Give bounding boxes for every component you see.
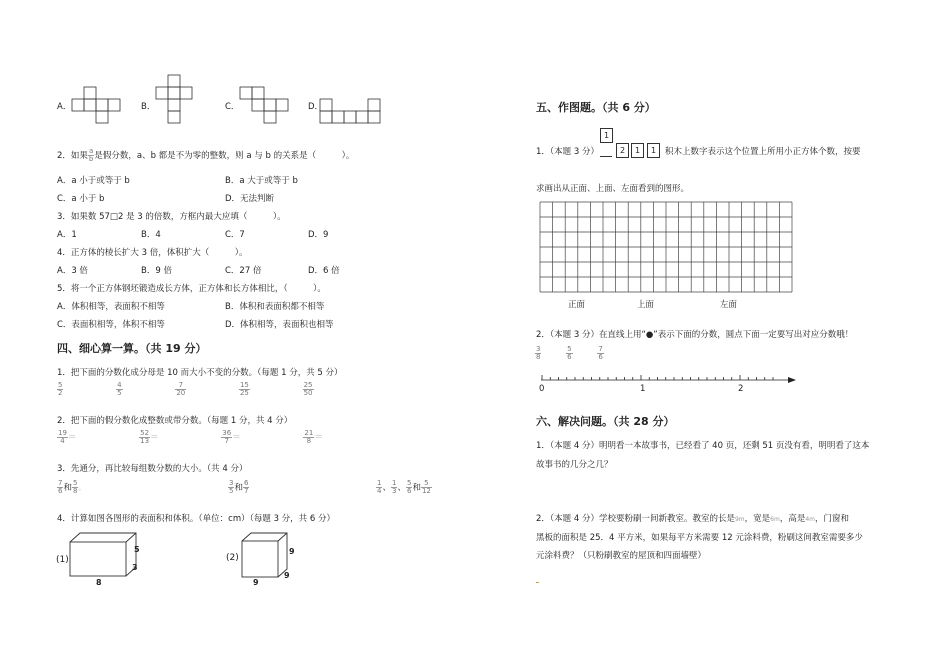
- q1-net-c: [236, 86, 296, 126]
- s5-q2-text: 2．（本题 3 分）在直线上用“●”表示下面的分数，圆点下面一定要写出对应分数哦！: [536, 330, 854, 340]
- q3-option-a[interactable]: A．1: [57, 230, 77, 240]
- view-label-front: 正面: [568, 300, 586, 310]
- number-line-arrow: [788, 377, 796, 383]
- s4-q3-group-2: $\frac{3}{5}$ 和 $\frac{6}{7}$: [229, 479, 249, 495]
- view-label-left: 左面: [720, 300, 738, 310]
- s5-q1-pre: 1．（本题 3 分）: [536, 147, 599, 157]
- tick-label-1: 1: [640, 384, 646, 394]
- s4q1-frac-2: $\frac{4}{5}$: [117, 381, 122, 397]
- q1-option-d-label: D．: [308, 102, 324, 112]
- q2-option-c[interactable]: C．a 小于 b: [57, 194, 105, 204]
- q3-option-d[interactable]: D．9: [308, 230, 329, 240]
- s6-q2-line3: 元涂料费？（只粉刷教室的屋顶和四面墙壁）: [536, 551, 707, 561]
- s4-q3-group-3: $\frac{1}{4}$ 、 $\frac{1}{3}$ 、 $\frac{5}{6}$ 和 $\frac{5}{12}$: [377, 479, 431, 495]
- q3-option-b[interactable]: B．4: [141, 230, 161, 240]
- tick-label-0: 0: [539, 384, 545, 394]
- s6-q1-line1: 1．（本题 4 分）明明看一本故事书，已经看了 40 页，还剩 51 页没有看，明明看了这本: [536, 441, 870, 451]
- section-5-title: 五、作图题。（共 6 分）: [536, 101, 656, 114]
- q2-fraction: $\frac{a}{b}$: [88, 147, 94, 163]
- s5-q1-line2: 求画出从正面、上面、左面看到的图形。: [536, 184, 690, 194]
- s5-q1-post: 积木上数字表示这个位置上所用小正方体个数，按要: [665, 147, 861, 157]
- q3-option-c[interactable]: C．7: [225, 230, 245, 240]
- s5-q2-fracs: $\frac{3}{8}$ $\frac{5}{6}$ $\frac{7}{6}$: [536, 345, 603, 361]
- q1-net-b: [152, 74, 192, 128]
- s4-q3-text: 3．先通分，再比较每组数分数的大小。（共 4 分）: [57, 464, 248, 474]
- block-2: 1: [631, 143, 644, 158]
- fig1-length: 8: [96, 578, 102, 587]
- q2-option-b[interactable]: B．a 大于或等于 b: [225, 176, 298, 186]
- q1-net-a: [68, 86, 128, 126]
- s4-q3-group-1: $\frac{7}{6}$ 和 $\frac{5}{8}$ 。: [58, 479, 85, 495]
- section-4-title: 四、细心算一算。（共 19 分）: [57, 342, 207, 355]
- q1-net-d: [318, 98, 384, 126]
- s4q1-frac-1: $\frac{5}{2}$: [58, 381, 63, 397]
- q5-option-b[interactable]: B．体积和表面积都不相等: [225, 302, 325, 312]
- fig2-height: 9: [289, 547, 295, 556]
- s4-q2-fracs: $\frac{19}{4}$ ＝ $\frac{52}{13}$ ＝ $\frac{36}{7}$ ＝ $\frac{21}{8}$ ＝: [58, 429, 323, 445]
- q3-question: 3．如果数 57□2 是 3 的倍数，方框内最大应填（ ）。: [57, 212, 286, 222]
- s4q1-frac-3: $\frac{7}{20}$: [176, 381, 186, 397]
- q1-option-b-label: B．: [141, 102, 156, 112]
- block-3: 1: [647, 143, 660, 158]
- fig2-depth: 9: [284, 571, 290, 580]
- block-top: 1: [600, 128, 613, 143]
- fig1-label: (1): [56, 555, 69, 565]
- q4-option-d[interactable]: D．6 倍: [308, 266, 340, 276]
- s6-q2-line2: 黑板的面积是 25．4 平方米，如果每平方米需要 12 元涂料费，粉刷这间教室需要多少: [536, 533, 863, 543]
- number-line[interactable]: [538, 374, 800, 386]
- q5-option-c[interactable]: C．表面积相等，体积不相等: [57, 320, 165, 330]
- s4q2-frac-2: $\frac{52}{13}$: [140, 429, 150, 445]
- q4-question: 4．正方体的棱长扩大 3 倍，体积扩大（ ）。: [57, 248, 248, 258]
- q5-option-a[interactable]: A．体积相等，表面积不相等: [57, 302, 165, 312]
- q4-option-c[interactable]: C．27 倍: [225, 266, 262, 276]
- tick-label-2: 2: [738, 384, 744, 394]
- q4-option-a[interactable]: A．3 倍: [57, 266, 88, 276]
- fig1-cuboid: [64, 530, 154, 590]
- fig1-width: 3: [132, 563, 138, 572]
- q2-option-a[interactable]: A．a 小于或等于 b: [57, 176, 130, 186]
- s4q2-frac-4: $\frac{21}{8}$: [304, 429, 314, 445]
- q2-question: 2．如果 $\frac{a}{b}$ 是假分数，a、b 都是不为零的整数，则 a 与 b 的关系是（ ）。: [57, 147, 355, 163]
- fig2-cube: [238, 530, 298, 590]
- q1-option-c-label: C．: [225, 102, 240, 112]
- s6-q2-line1: 2．（本题 4 分）学校要粉刷一间新教室。教室的长是9m，宽是6m，高是4m，门窗和: [536, 514, 850, 524]
- view-label-top: 上面: [637, 300, 655, 310]
- s4q2-frac-3: $\frac{36}{7}$: [222, 429, 232, 445]
- s4-q2-text: 2．把下面的假分数化成整数或带分数。（每题 1 分，共 4 分）: [57, 416, 293, 426]
- fig2-label: (2): [226, 553, 239, 563]
- stray-mark: [536, 582, 539, 583]
- s6-q1-line2: 故事书的几分之几？: [536, 460, 613, 470]
- s4-q1-fracs: [57, 382, 314, 397]
- q1-option-a-label: A．: [57, 102, 72, 112]
- q2-option-d[interactable]: D．无法判断: [225, 194, 275, 204]
- s4-q1-text: 1．把下面的分数化成分母是 10 而大小不变的分数。（每题 1 分，共 5 分）: [57, 368, 343, 378]
- q5-option-d[interactable]: D．体积相等，表面积也相等: [225, 320, 334, 330]
- s4q1-frac-4: $\frac{15}{25}$: [239, 381, 249, 397]
- q5-question: 5．将一个正方体钢坯锻造成长方体，正方体和长方体相比，（ ）。: [57, 284, 326, 294]
- q4-option-b[interactable]: B．9 倍: [141, 266, 172, 276]
- fig2-width: 9: [253, 578, 259, 587]
- s4q1-frac-5: $\frac{25}{50}$: [303, 381, 313, 397]
- s4q2-frac-1: $\frac{19}{4}$: [58, 429, 67, 445]
- section-6-title: 六、解决问题。（共 28 分）: [536, 415, 675, 428]
- block-base-line: [600, 143, 612, 157]
- block-1: 2: [616, 143, 629, 158]
- s4-q4-text: 4．计算如图各图形的表面积和体积。（单位：cm）（每题 3 分，共 6 分）: [57, 514, 335, 524]
- drawing-grid[interactable]: [539, 201, 793, 293]
- fig1-height: 5: [134, 545, 140, 554]
